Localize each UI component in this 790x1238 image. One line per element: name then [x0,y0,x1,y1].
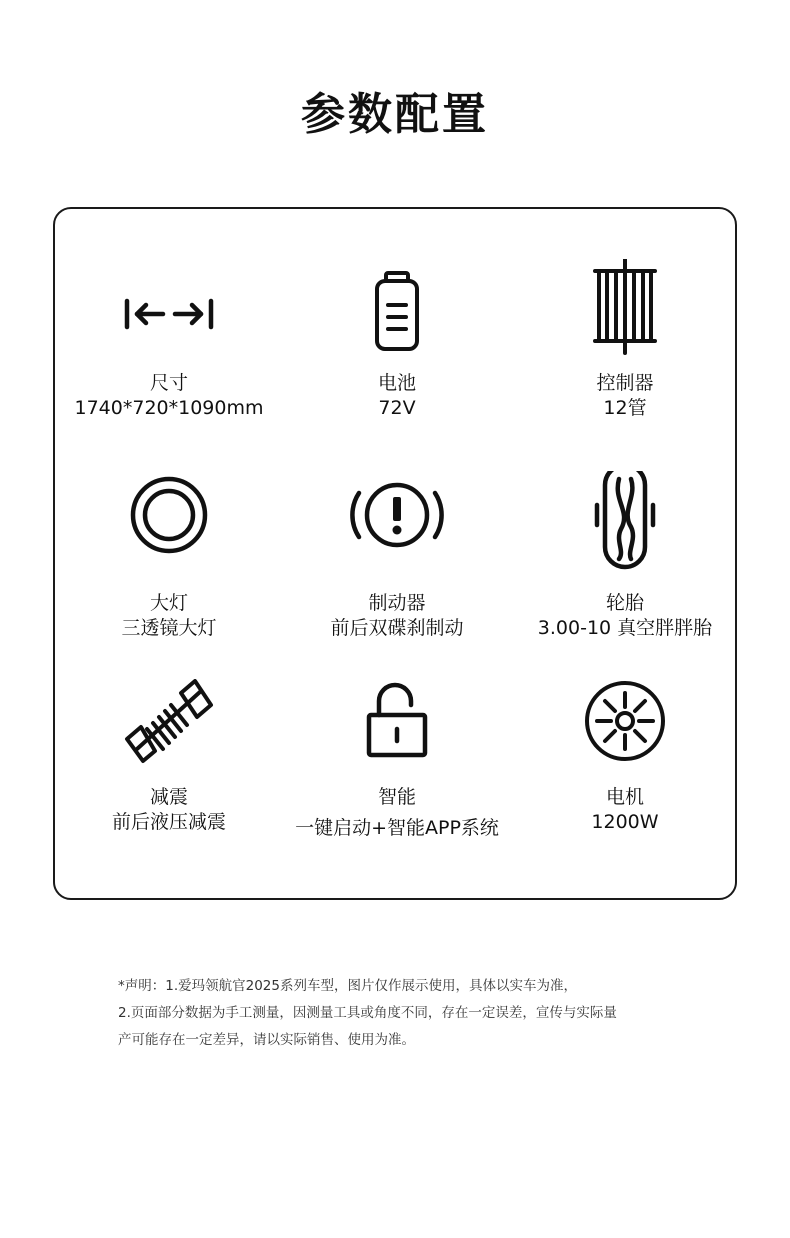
disclaimer-line: 产可能存在一定差异，请以实际销售、使用为准。 [118,1032,415,1048]
tire-icon [575,471,675,571]
shock-absorber-icon [119,679,219,769]
motor-icon [575,679,675,769]
spec-shock [55,679,283,835]
spec-label: 制动器 [368,592,426,614]
spec-label: 电机 [605,786,644,808]
brake-warning-icon [342,471,452,571]
battery-icon [347,259,447,359]
spec-value: 3.00-10 真空胖胖胎 [537,617,713,639]
spec-controller [511,259,739,421]
spec-value: 三透镜大灯 [121,617,217,639]
spec-value: 1740*720*1090mm [74,397,264,419]
spec-smart [283,679,511,841]
spec-tire [511,471,739,641]
disclaimer-line: *声明：1.爱玛领航官2025系列车型，图片仅作展示使用，具体以实车为准， [118,978,577,994]
spec-headlight [55,471,283,641]
spec-value: 前后液压减震 [111,811,226,833]
spec-label: 减震 [149,786,188,808]
spec-label: 轮胎 [605,592,644,614]
spec-card [53,207,737,900]
headlight-icon [119,471,219,571]
spec-value: 1200W [591,811,659,833]
spec-dimensions [55,259,283,421]
spec-battery [283,259,511,421]
disclaimer-line: 2.页面部分数据为手工测量，因测量工具或角度不同，存在一定误差，宣传与实际量 [118,1005,617,1021]
unlock-icon [347,679,447,769]
spec-value: 12管 [603,397,647,419]
spec-label: 大灯 [149,592,188,614]
spec-value: 一键启动+智能APP系统 [295,817,499,839]
dimension-arrows-icon [119,259,219,359]
spec-label: 智能 [377,786,416,808]
spec-label: 尺寸 [149,372,188,394]
spec-label: 电池 [377,372,416,394]
disclaimer [118,973,718,1054]
spec-motor [511,679,739,835]
spec-brake [283,471,511,641]
controller-icon [575,259,675,359]
spec-label: 控制器 [596,372,654,394]
spec-value: 前后双碟刹制动 [330,617,464,639]
spec-value: 72V [378,397,416,419]
page-title: 参数配置 [301,89,489,140]
